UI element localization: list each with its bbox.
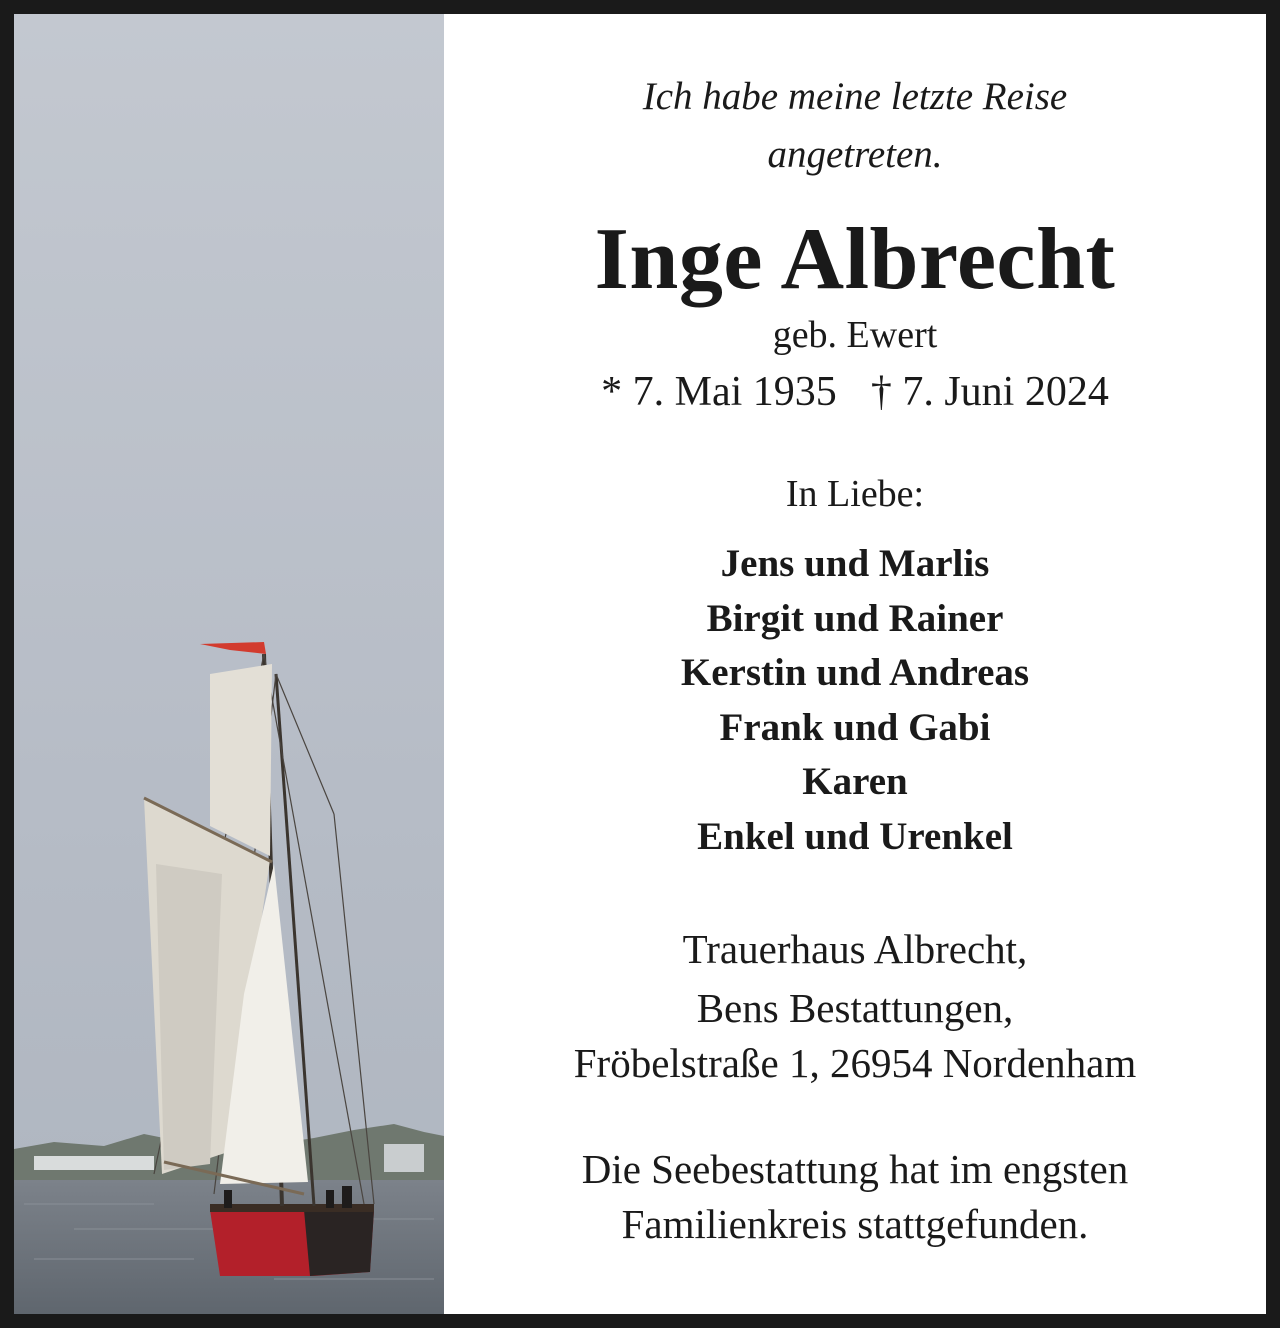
obituary-card bbox=[14, 14, 1266, 1314]
note-line: Familienkreis stattgefunden. bbox=[621, 1201, 1089, 1247]
mourner-line: Birgit und Rainer bbox=[706, 597, 1004, 640]
address-line: Bens Bestattungen, bbox=[696, 985, 1014, 1031]
mourner-line: Karen bbox=[802, 760, 908, 803]
mourner-line: Kerstin und Andreas bbox=[680, 651, 1030, 694]
note-line: Die Seebestattung hat im engsten bbox=[581, 1146, 1129, 1192]
birth-date: * 7. Mai 1935 bbox=[601, 369, 837, 415]
address-line: Trauerhaus Albrecht, bbox=[682, 926, 1028, 972]
mourner-line: Jens und Marlis bbox=[720, 542, 990, 585]
death-date: † 7. Juni 2024 bbox=[870, 369, 1109, 415]
obituary-text bbox=[444, 14, 1266, 1314]
birth-name: geb. Ewert bbox=[772, 314, 938, 356]
sailboat-icon bbox=[14, 14, 444, 1314]
sailboat-photo bbox=[14, 14, 444, 1314]
deceased-name: Inge Albrecht bbox=[594, 211, 1116, 308]
in-love-label: In Liebe: bbox=[785, 473, 925, 515]
mourner-line: Enkel und Urenkel bbox=[697, 815, 1013, 858]
life-dates bbox=[444, 367, 1266, 417]
mourner-line: Frank und Gabi bbox=[719, 706, 991, 749]
address-line: Fröbelstraße 1, 26954 Nordenham bbox=[573, 1040, 1137, 1086]
motto-line-1: Ich habe meine letzte Reise bbox=[642, 75, 1068, 118]
motto-line-2: angetreten. bbox=[767, 133, 943, 176]
